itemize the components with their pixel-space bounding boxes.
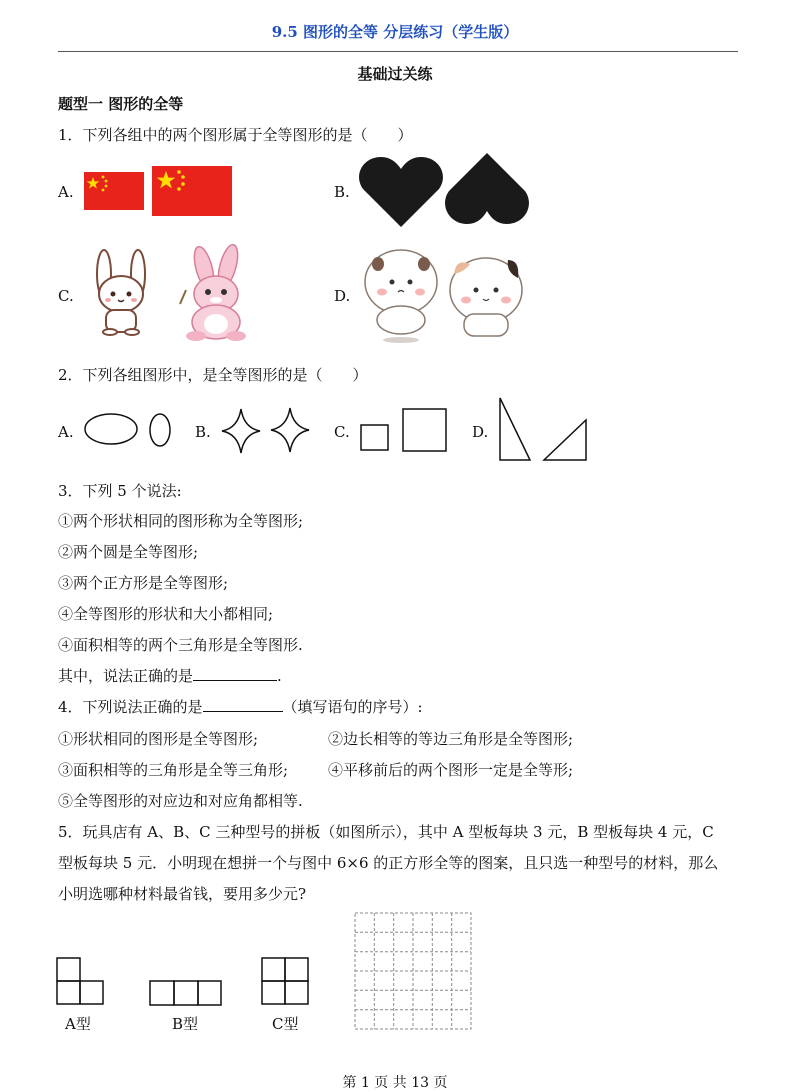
star-shape-right (270, 407, 310, 453)
tile-a-label: A型 (65, 1015, 91, 1033)
q1-option-a-label: A. (58, 183, 74, 201)
q2-option-b-label: B. (195, 423, 211, 441)
header-divider (58, 51, 738, 52)
q4-statement-4: ④平移前后的两个图形一定是全等形; (328, 761, 574, 779)
small-square-shape (360, 424, 390, 452)
q5-line-3: 小明选哪种材料最省钱，要用多少元? (58, 885, 307, 903)
q4-answer-blank[interactable] (203, 697, 283, 712)
q3-answer-line (58, 665, 282, 686)
q4-stem-prefix: 4．下列说法正确的是 (58, 698, 203, 716)
topic-title: 题型一 图形的全等 (58, 95, 184, 113)
document-title: 9.5 图形的全等 分层练习（学生版） (271, 23, 519, 41)
bunny-outline-image (82, 250, 160, 335)
q1-option-b-label: B. (334, 183, 350, 201)
q2-stem: 2．下列各组图形中，是全等图形的是（ ） (58, 366, 368, 384)
q3-answer-prefix: 其中，说法正确的是 (58, 667, 194, 685)
q3-statement-1: ①两个形状相同的图形称为全等图形; (58, 512, 304, 530)
q5-line-2: 型板每块 5 元．小明现在想拼一个与图中 6×6 的正方形全等的图案，且只选一种型号的材料，那么 (58, 854, 719, 872)
q3-stem: 3．下列 5 个说法: (58, 482, 182, 500)
q3-statement-3: ③两个正方形是全等图形; (58, 574, 229, 592)
rotated-heart-image (445, 153, 529, 225)
q4-statement-1: ①形状相同的图形是全等图形; (58, 730, 259, 748)
tile-b-label: B型 (172, 1015, 199, 1033)
q3-answer-blank[interactable] (193, 666, 277, 681)
flag-large-image (152, 166, 232, 216)
tall-triangle-shape (498, 396, 532, 462)
page-number: 第 1 页 共 13 页 (342, 1075, 448, 1091)
flag-small-image (84, 172, 144, 210)
heart-image (359, 155, 443, 228)
q4-statement-3: ③面积相等的三角形是全等三角形; (58, 761, 289, 779)
q5-line-1: 5．玩具店有 A、B、C 三种型号的拼板（如图所示），其中 A 型板每块 3 元，B 型板每块 4 元，C (58, 823, 714, 841)
large-square-shape (402, 408, 448, 452)
q3-statement-5: ④面积相等的两个三角形是全等图形. (58, 636, 303, 654)
tile-b-shape (149, 980, 223, 1008)
cartoon-bun-image (362, 248, 440, 344)
tile-a-shape (56, 957, 106, 1007)
q1-stem: 1．下列各组中的两个图形属于全等图形的是（ ） (58, 126, 413, 144)
q2-option-c-label: C. (334, 423, 350, 441)
tile-c-label: C型 (272, 1015, 299, 1033)
tile-c-shape (261, 957, 311, 1007)
ellipse-wide-shape (84, 413, 138, 445)
cartoon-bun-cat-image (446, 252, 526, 338)
q4-statement-2: ②边长相等的等边三角形是全等图形; (328, 730, 574, 748)
six-by-six-grid (354, 912, 472, 1030)
bunny-pink-image (172, 246, 256, 342)
q2-option-d-label: D. (472, 423, 489, 441)
q3-statement-4: ④全等图形的形状和大小都相同; (58, 605, 274, 623)
q4-stem (58, 696, 423, 717)
section-title: 基础过关练 (357, 65, 433, 83)
q1-option-c-label: C. (58, 287, 74, 305)
q3-statement-2: ②两个圆是全等图形; (58, 543, 199, 561)
ellipse-tall-shape (148, 413, 172, 447)
right-triangle-shape (542, 418, 588, 462)
q1-option-d-label: D. (334, 287, 351, 305)
q4-stem-suffix: （填写语句的序号）: (282, 698, 423, 716)
star-shape-left (221, 408, 261, 454)
q3-answer-suffix: . (277, 667, 282, 685)
q2-option-a-label: A. (58, 423, 74, 441)
q4-statement-5: ⑤全等图形的对应边和对应角都相等. (58, 792, 303, 810)
